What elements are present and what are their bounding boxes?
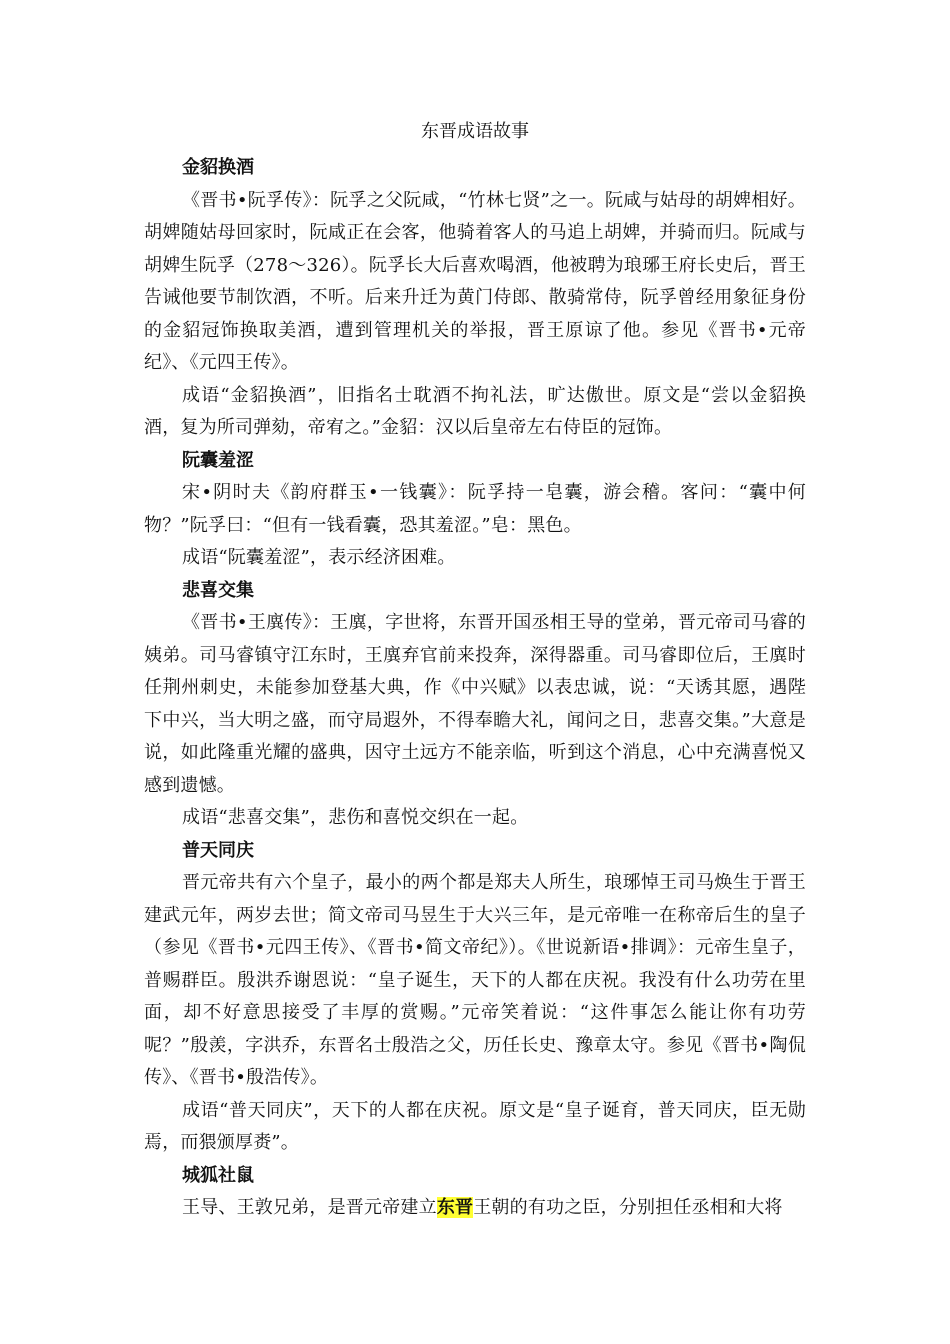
page-title: 东晋成语故事 — [421, 121, 529, 142]
paragraph: 成语“金貂换酒”，旧指名士耽酒不拘礼法，旷达傲世。原文是“尝以金貂换酒，复为所司弹劾，帝宥之。”金貂：汉以后皇帝左右侍臣的冠饰。 — [144, 384, 806, 438]
document-body — [144, 112, 806, 1225]
section-heading: 悲喜交集 — [182, 579, 254, 601]
section-jindiao — [144, 152, 806, 445]
section-heading: 阮囊羞涩 — [182, 449, 254, 471]
paragraph: 成语“阮囊羞涩”，表示经济困难。 — [182, 547, 456, 568]
paragraph: 晋元帝共有六个皇子，最小的两个都是郑夫人所生，琅琊悼王司马焕生于晋王建武元年，两岁去世；简文帝司马昱生于大兴三年，是元帝唯一在称帝后生的皇子（参见《晋书•元四王传》、《晋书•简文帝纪》）。《世说新语•排调》：元帝生皇子，普赐群臣。殷洪乔谢恩说：“皇子诞生，天下的人都在庆祝。我没有什么功劳在里面，却不好意思接受了丰厚的赏赐。”元帝笑着说：“这件事怎么能让你有功劳呢？”殷羡，字洪乔，东晋名士殷浩之父，历任长史、豫章太守。参见《晋书•陶侃传》、《晋书•殷浩传》。 — [144, 872, 806, 1088]
section-ruannang — [144, 445, 806, 575]
text-run: 王导、王敦兄弟，是晋元帝建立 — [182, 1197, 437, 1218]
paragraph: 宋•阴时夫《韵府群玉•一钱囊》：阮孚持一皂囊，游会稽。客问：“囊中何物？”阮孚曰：“但有一钱看囊，恐其羞涩。”皂：黑色。 — [144, 482, 806, 536]
section-heading: 金貂换酒 — [182, 157, 254, 178]
section-heading: 普天同庆 — [182, 839, 254, 861]
section-heading: 城狐社鼠 — [182, 1164, 254, 1186]
paragraph: 《晋书•阮孚传》：阮孚之父阮咸，“竹林七贤”之一。阮咸与姑母的胡婢相好。胡婢随姑母回家时，阮咸正在会客，他骑着客人的马追上胡婢，并骑而归。阮咸与胡婢生阮孚（278～326）。阮孚长大后喜欢喝酒，他被聘为琅琊王府长史后，晋王告诫他要节制饮酒，不听。后来升迁为黄门侍郎、散骑常侍，阮孚曾经用象征身份的金貂冠饰换取美酒，遭到管理机关的举报，晋王原谅了他。参见《晋书•元帝纪》、《元四王传》。 — [144, 189, 806, 373]
paragraph: 成语“悲喜交集”，悲伤和喜悦交织在一起。 — [182, 807, 529, 828]
paragraph — [144, 1192, 806, 1225]
search-highlight: 东晋 — [436, 1197, 474, 1218]
paragraph: 成语“普天同庆”，天下的人都在庆祝。原文是“皇子诞育，普天同庆，臣无勋焉，而猥颁厚赉”。 — [144, 1099, 806, 1153]
paragraph: 《晋书•王廙传》：王廙，字世将，东晋开国丞相王导的堂弟，晋元帝司马睿的姨弟。司马睿镇守江东时，王廙弃官前来投奔，深得器重。司马睿即位后，王廙时任荆州刺史，未能参加登基大典，作《中兴赋》以表忠诚，说：“天诱其愿，遇陛下中兴，当大明之盛，而守局遐外，不得奉瞻大礼，闻问之日，悲喜交集。”大意是说，如此隆重光耀的盛典，因守土远方不能亲临，听到这个消息，心中充满喜悦又感到遗憾。 — [144, 612, 806, 796]
section-chenghu — [144, 1160, 806, 1225]
section-putian — [144, 835, 806, 1160]
section-beixi — [144, 575, 806, 835]
text-run: 王朝的有功之臣，分别担任丞相和大将 — [473, 1197, 783, 1218]
